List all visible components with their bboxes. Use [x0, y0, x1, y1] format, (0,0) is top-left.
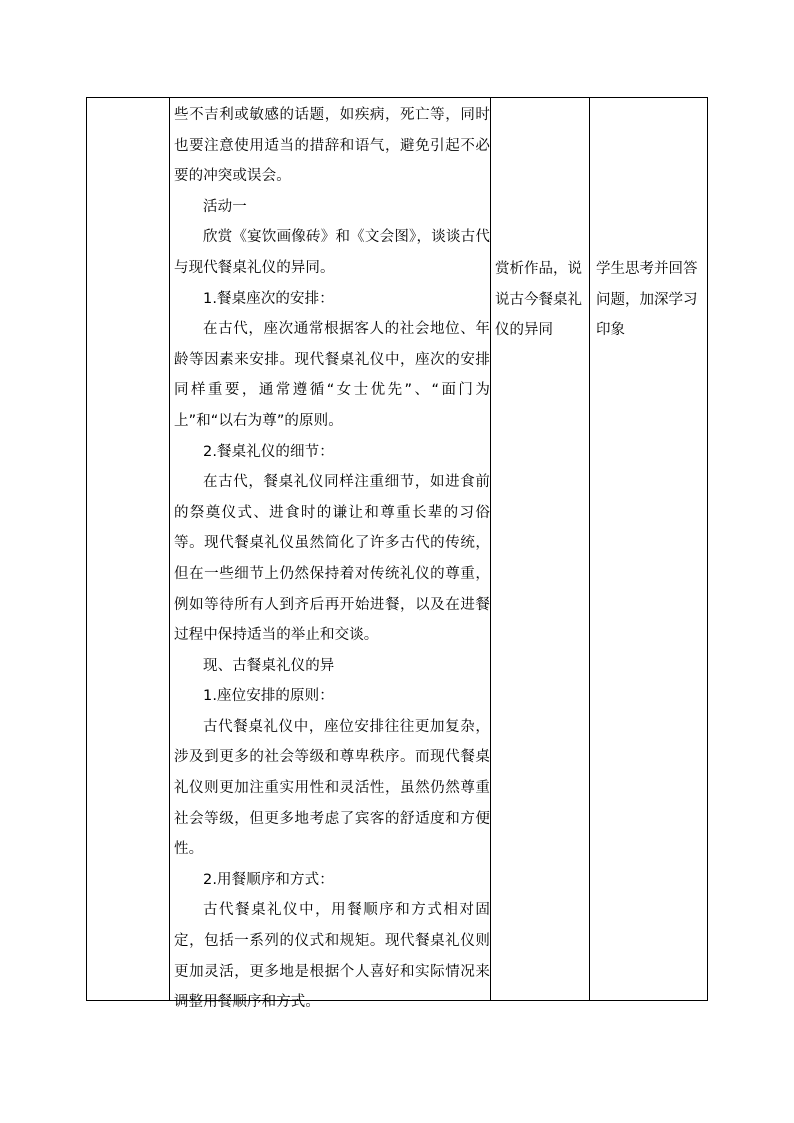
paragraph: 古代餐桌礼仪中，用餐顺序和方式相对固定，包括一系列的仪式和规矩。现代餐桌礼仪则更加灵活，更多地是根据个人喜好和实际情况来调整用餐顺序和方式。: [174, 902, 490, 1011]
table-divider: [490, 98, 491, 1000]
subheading: 2.餐桌礼仪的细节：: [203, 443, 334, 460]
paragraph: 些不吉利或敏感的话题，如疾病，死亡等，同时也要注意使用适当的措辞和语气，避免引起不必要的冲突或误会。: [174, 107, 490, 185]
subheading: 1.座位安排的原则：: [203, 688, 334, 705]
student-activity-text: 赏析作品，说说古今餐桌礼仪的异同: [495, 261, 582, 339]
table-divider: [589, 98, 590, 1000]
section-heading: 现、古餐桌礼仪的异: [203, 657, 335, 674]
student-activity-cell: [491, 254, 589, 346]
paragraph: 古代餐桌礼仪中，座位安排往往更加复杂，涉及到更多的社会等级和尊卑秩序。而现代餐桌礼仪则更加注重实用性和灵活性，虽然仍然尊重社会等级，但更多地考虑了宾客的舒适度和方便性。: [174, 718, 490, 858]
paragraph: 在古代，餐桌礼仪同样注重细节，如进食前的祭奠仪式、进食时的谦让和尊重长辈的习俗等。现代餐桌礼仪虽然简化了许多古代的传统，但在一些细节上仍然保持着对传统礼仪的尊重，例如等待所有人到齐后再开始进餐，以及在进餐过程中保持适当的举止和交谈。: [174, 474, 490, 644]
subheading: 2.用餐顺序和方式：: [203, 871, 334, 888]
subheading: 1.餐桌座次的安排：: [203, 290, 334, 307]
paragraph: 在古代，座次通常根据客人的社会地位、年龄等因素来安排。现代餐桌礼仪中，座次的安排同样重要，通常遵循“女士优先”、“面门为上”和“以右为尊”的原则。: [174, 321, 490, 429]
activity-heading: 活动一: [203, 198, 247, 215]
lesson-plan-table: [86, 97, 708, 1011]
teaching-process-cell: [170, 98, 490, 1018]
paragraph: 欣赏《宴饮画像砖》和《文会图》，谈谈古代与现代餐桌礼仪的异同。: [174, 229, 490, 276]
design-intent-cell: [590, 254, 708, 346]
design-intent-text: 学生思考并回答问题，加深学习印象: [596, 261, 698, 339]
